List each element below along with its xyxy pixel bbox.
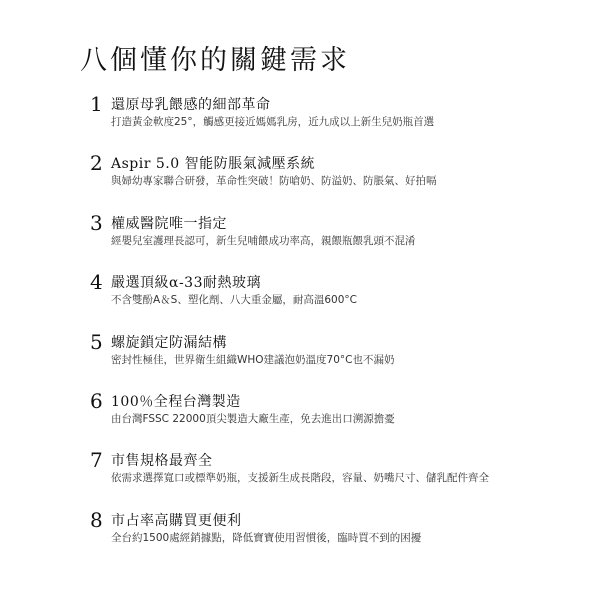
feature-description: 依需求選擇寬口或標準奶瓶，支援新生成長階段，容量、奶嘴尺寸、儲乳配件齊全 [111,472,489,485]
feature-item [90,268,590,324]
feature-title: 權威醫院唯一指定 [111,215,227,232]
feature-number: 7 [90,448,103,473]
feature-number: 4 [90,270,103,295]
feature-item [90,90,590,146]
feature-number: 1 [90,92,103,116]
feature-item [90,506,590,562]
feature-title: 螺旋鎖定防漏結構 [111,334,227,351]
feature-item [90,446,590,502]
feature-description: 由台灣FSSC 22000頂尖製造大廠生產，免去進出口溯源擔憂 [111,412,395,425]
feature-item [90,209,590,265]
feature-description: 與婦幼專家聯合研發，革命性突破！防嗆奶、防溢奶、防脹氣、好拍嗝 [111,175,437,188]
feature-description: 經嬰兒室護理長認可，新生兒哺餵成功率高，親餵瓶餵乳頭不混淆 [111,234,416,247]
page-title: 八個懂你的關鍵需求 [80,45,350,76]
feature-title: Aspir 5.0 智能防脹氣減壓系統 [111,156,316,173]
feature-title: 市售規格最齊全 [111,453,213,470]
feature-number: 3 [90,210,103,235]
feature-description: 密封性極佳，世界衛生組織WHO建議泡奶溫度70°C也不漏奶 [111,353,395,366]
feature-item [90,328,590,384]
feature-title: 還原母乳餵感的細部革命 [111,97,271,113]
feature-number: 6 [90,388,103,413]
feature-list [90,90,590,565]
feature-number: 8 [90,507,103,532]
feature-description: 不含雙酚A＆S、塑化劑、八大重金屬，耐高溫600°C [111,294,357,307]
feature-number: 2 [90,151,103,176]
feature-description: 全台約1500處經銷據點，降低寶寶使用習慣後，臨時買不到的困擾 [111,531,422,544]
feature-title: 市占率高購買更便利 [111,512,242,529]
feature-item [90,149,590,205]
feature-item [90,387,590,443]
feature-title: 嚴選頂級α-33耐熱玻璃 [111,275,261,292]
feature-description: 打造黃金軟度25°，觸感更接近媽媽乳房，近九成以上新生兒奶瓶首選 [111,116,435,128]
feature-number: 5 [90,329,103,354]
feature-title: 100％全程台灣製造 [111,393,241,410]
